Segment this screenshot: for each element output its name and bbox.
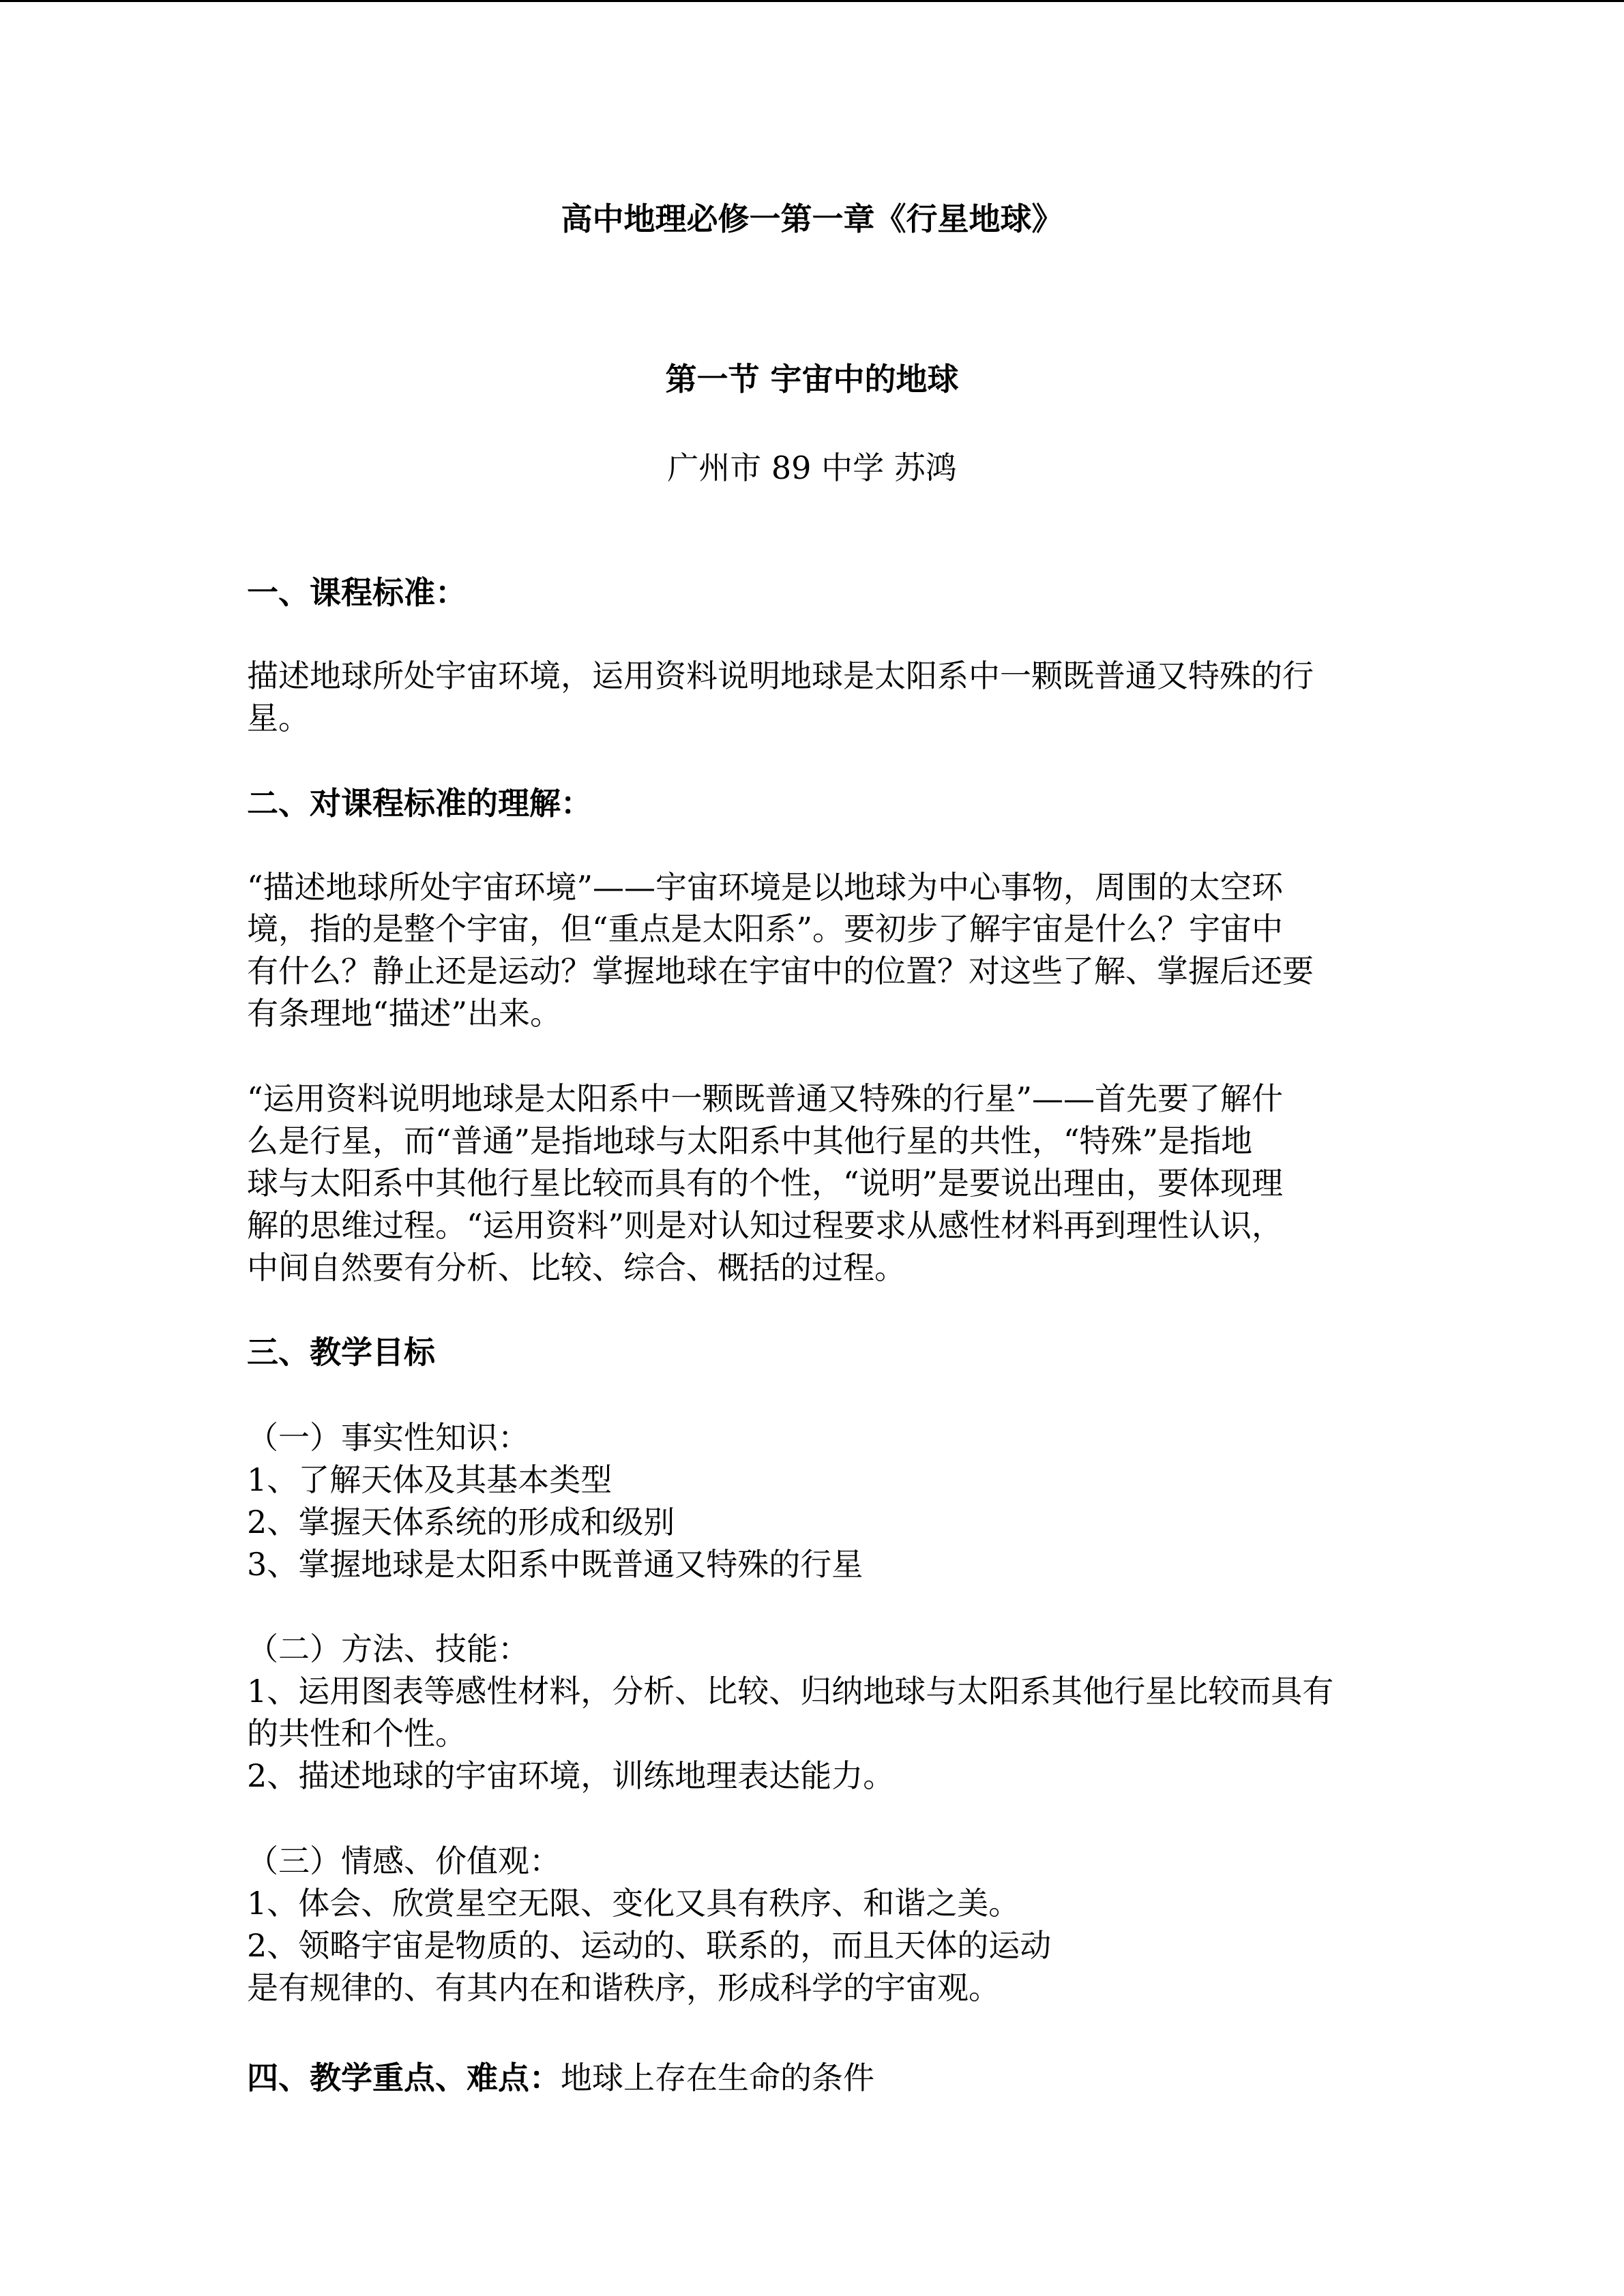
- paragraph-line: 有什么？静止还是运动？掌握地球在宇宙中的位置？对这些了解、掌握后还要: [247, 953, 1314, 989]
- list-item: 1、运用图表等感性材料，分析、比较、归纳地球与太阳系其他行星比较而具有: [247, 1673, 1334, 1710]
- author-line: 广州市 89 中学 苏鸿: [667, 449, 957, 486]
- list-item: 的共性和个性。: [247, 1715, 467, 1752]
- heading-standard-understanding: 二、对课程标准的理解：: [247, 785, 592, 822]
- list-item: 3、掌握地球是太阳系中既普通又特殊的行星: [247, 1546, 863, 1583]
- heading-key-difficult-points: 四、教学重点、难点：: [247, 2059, 561, 2096]
- key-points-text: 地球上存在生命的条件: [561, 2059, 874, 2096]
- list-item: 1、了解天体及其基本类型: [247, 1461, 612, 1498]
- page-top-border: [0, 0, 1624, 2]
- paragraph-line: 解的思维过程。“运用资料”则是对认知过程要求从感性材料再到理性认识，: [247, 1207, 1284, 1244]
- key-points-line: [247, 2057, 874, 2099]
- objective-group-label: （一）事实性知识：: [247, 1419, 529, 1456]
- list-item: 1、体会、欣赏星空无限、变化又具有秩序、和谐之美。: [247, 1885, 1020, 1922]
- paragraph-line: 球与太阳系中其他行星比较而具有的个性，“说明”是要说出理由，要体现理: [247, 1165, 1284, 1202]
- heading-curriculum-standard: 一、课程标准：: [247, 574, 467, 611]
- paragraph-line: 星。: [247, 700, 310, 736]
- heading-teaching-objectives: 三、教学目标: [247, 1334, 435, 1371]
- paragraph-line: “运用资料说明地球是太阳系中一颗既普通又特殊的行星”——首先要了解什: [247, 1080, 1284, 1117]
- objective-group-label: （三）情感、价值观：: [247, 1843, 561, 1879]
- paragraph-line: “描述地球所处宇宙环境”——宇宙环境是以地球为中心事物，周围的太空环: [247, 869, 1284, 906]
- objective-group-label: （二）方法、技能：: [247, 1630, 529, 1667]
- document-title: 高中地理必修一第一章《行星地球》: [561, 200, 1063, 237]
- paragraph-line: 境，指的是整个宇宙，但“重点是太阳系”。要初步了解宇宙是什么？宇宙中: [247, 910, 1284, 947]
- list-item: 2、掌握天体系统的形成和级别: [247, 1504, 675, 1540]
- list-item: 2、领略宇宙是物质的、运动的、联系的，而且天体的运动: [247, 1927, 1052, 1964]
- section-title: 第一节 宇宙中的地球: [665, 361, 959, 398]
- paragraph-line: 中间自然要有分析、比较、综合、概括的过程。: [247, 1249, 906, 1286]
- paragraph-line: 么是行星，而“普通”是指地球与太阳系中其他行星的共性，“特殊”是指地: [247, 1122, 1253, 1159]
- paragraph-line: 描述地球所处宇宙环境，运用资料说明地球是太阳系中一颗既普通又特殊的行: [247, 657, 1314, 694]
- paragraph-line: 有条理地“描述”出来。: [247, 995, 562, 1032]
- list-item: 2、描述地球的宇宙环境，训练地理表达能力。: [247, 1757, 895, 1794]
- list-item: 是有规律的、有其内在和谐秩序，形成科学的宇宙观。: [247, 1969, 1000, 2006]
